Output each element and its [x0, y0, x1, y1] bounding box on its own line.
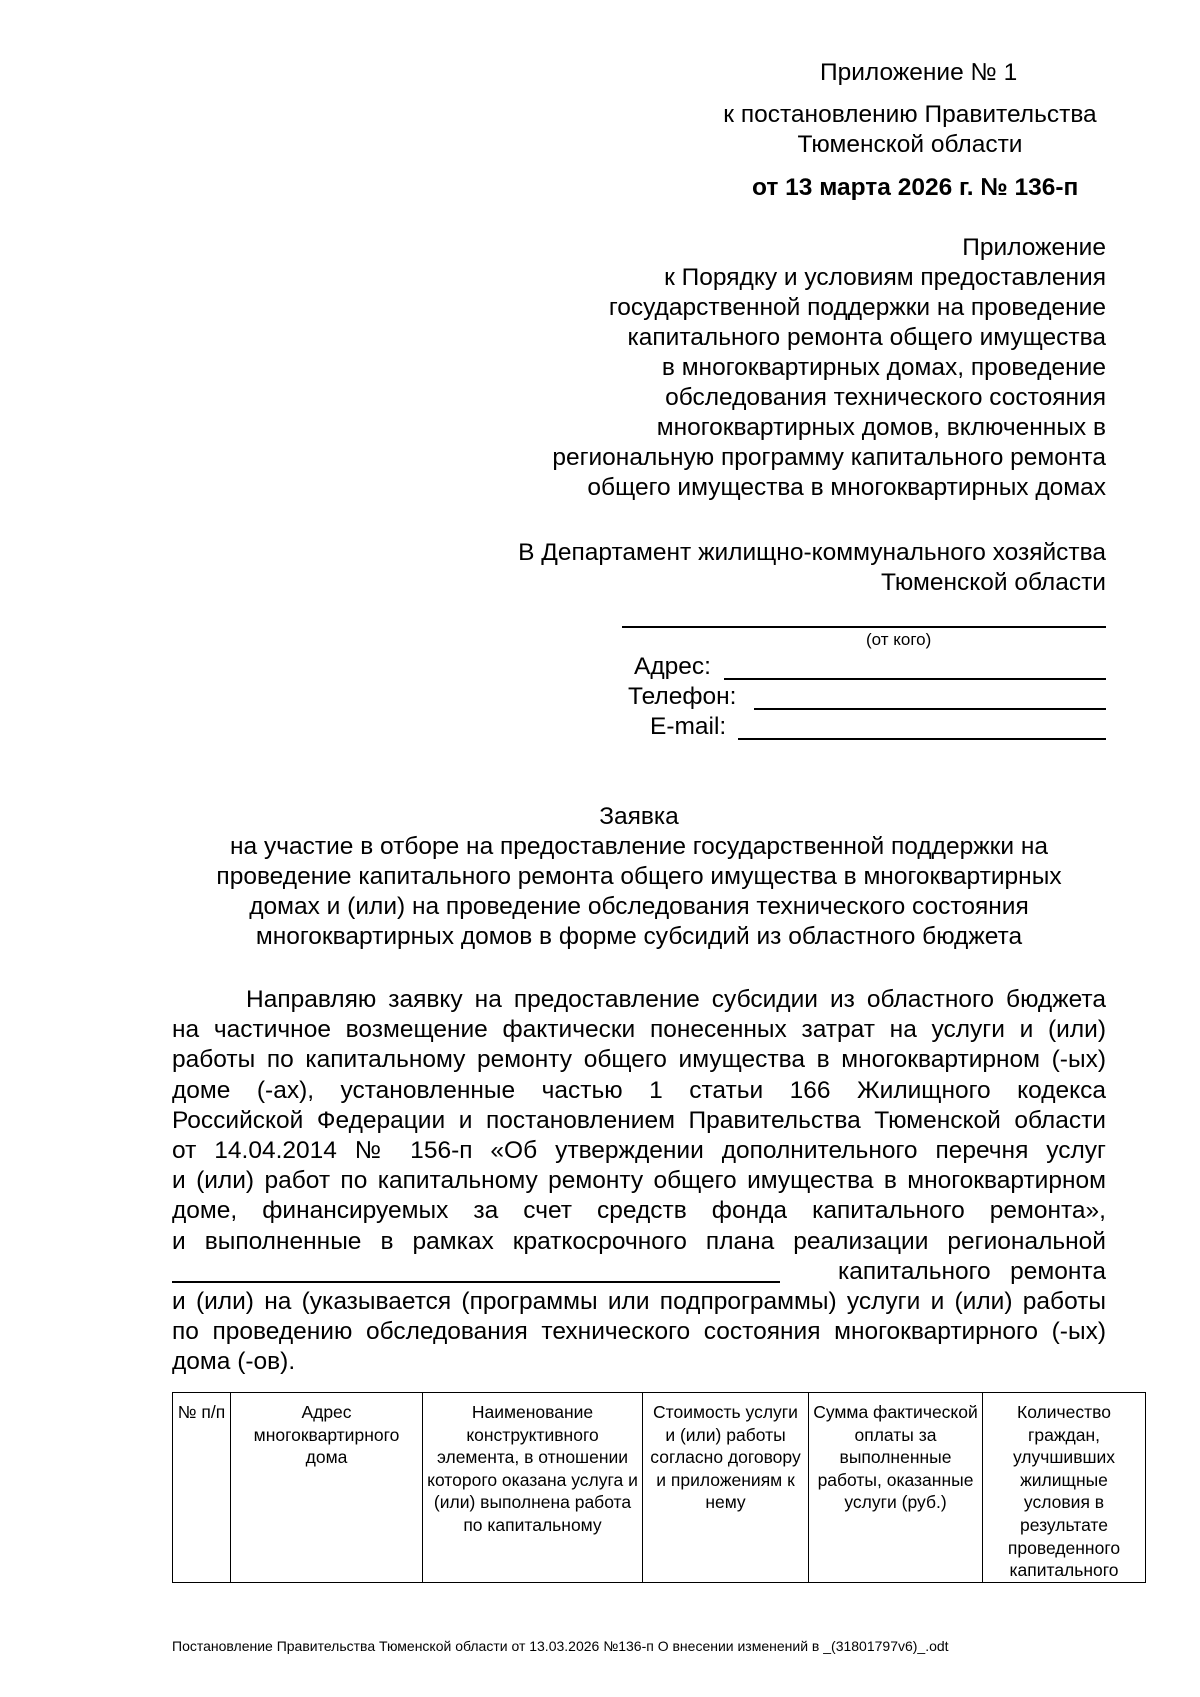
body-line: на частичное возмещение фактически понесенных затрат на услуги и (или) [172, 1016, 1106, 1044]
appendix-1-date-number: от 13 марта 2026 г. № 136-п [752, 174, 1079, 201]
addressee-block [518, 538, 1106, 598]
application-title: Заявка [599, 803, 679, 830]
body-line: Направляю заявку на предоставление субсидии из областного бюджета [246, 986, 1106, 1013]
application-subtitle-line: многоквартирных домов в форме субсидий из областного бюджета [255, 923, 1023, 950]
body-paragraph [172, 985, 1106, 1378]
program-blank-caption: капитального ремонта [838, 1257, 1106, 1285]
body-line: доме (-ах), установленные частью 1 статьи 166 Жилищного кодекса [172, 1076, 1106, 1104]
table-header-cell: Наименование конструктивного элемента, в отношении которого оказана услуга и (или) выполнена работа по капитальному [423, 1393, 643, 1583]
table-header-cell: № п/п [173, 1393, 231, 1583]
addressee-region: Тюменской области [881, 569, 1106, 596]
address-blank-line[interactable] [724, 678, 1106, 680]
appendix-1-to-resolution: к постановлению Правительства [723, 101, 1097, 128]
appendix-line: в многоквартирных домах, проведение [661, 354, 1106, 381]
body-line: и выполненные в рамках краткосрочного плана реализации региональной [172, 1227, 1106, 1255]
application-subtitle-line: на участие в отборе на предоставление государственной поддержки на [230, 833, 1048, 860]
body-line: работы по капитальному ремонту общего имущества в многоквартирном (-ых) [172, 1046, 1106, 1074]
email-blank-line[interactable] [738, 738, 1106, 740]
table-header-cell: Адрес многоквартирного дома [231, 1393, 423, 1583]
addressee-department: В Департамент жилищно-коммунального хозяйства [518, 539, 1106, 566]
program-blank-line[interactable] [172, 1281, 780, 1283]
application-subtitle-line: домах и (или) на проведение обследования технического состояния [249, 893, 1029, 920]
address-label: Адрес: [634, 653, 711, 680]
application-heading [172, 802, 1106, 952]
phone-blank-line[interactable] [754, 708, 1106, 710]
appendix-line: региональную программу капитального ремонта [552, 444, 1106, 471]
body-line: от 14.04.2014 № 156-п «Об утверждении дополнительного перечня услуг [172, 1137, 1106, 1165]
appendix-1-resolution [700, 100, 1120, 160]
program-blank-row [172, 1257, 1106, 1287]
document-footer: Постановление Правительства Тюменской области от 13.03.2026 №136-п О внесении изменений в _(31801797v6)_.odt [172, 1638, 949, 1654]
body-line: по проведению обследования технического состояния многоквартирного (-ых) [172, 1318, 1106, 1346]
appendix-title: Приложение [962, 234, 1106, 261]
body-line: доме, финансируемых за счет средств фонда капитального ремонта», [172, 1197, 1106, 1225]
appendix-line: государственной поддержки на проведение [608, 294, 1106, 321]
body-line: и (или) на (указывается (программы или подпрограммы) услуги и (или) работы [172, 1288, 1106, 1316]
application-subtitle-line: проведение капитального ремонта общего имущества в многоквартирных [216, 863, 1062, 890]
from-blank-line[interactable] [622, 626, 1106, 628]
body-line: Российской Федерации и постановлением Правительства Тюменской области [172, 1106, 1106, 1134]
phone-label: Телефон: [628, 683, 737, 710]
table-header-cell: Сумма фактической оплаты за выполненные работы, оказанные услуги (руб.) [809, 1393, 983, 1583]
application-table [172, 1392, 1146, 1583]
appendix-line: капитального ремонта общего имущества [627, 324, 1106, 351]
appendix-1-title: Приложение № 1 [820, 59, 1018, 86]
appendix-line: общего имущества в многоквартирных домах [587, 474, 1106, 501]
body-line: и (или) работ по капитальному ремонту общего имущества в многоквартирном [172, 1167, 1106, 1195]
table-header-cell: Стоимость услуги и (или) работы согласно договору и приложениям к нему [643, 1393, 809, 1583]
body-last-line: дома (-ов). [172, 1348, 296, 1376]
table-header-cell: Количество граждан, улучшивших жилищные условия в результате проведенного капитального [983, 1393, 1146, 1583]
appendix-line: к Порядку и условиям предоставления [664, 264, 1106, 291]
appendix-1-region: Тюменской области [797, 131, 1023, 158]
appendix-line: многоквартирных домов, включенных в [656, 414, 1106, 441]
table-header-row [173, 1393, 1146, 1583]
appendix-block [552, 233, 1106, 503]
email-label: E-mail: [650, 713, 727, 740]
from-caption: (от кого) [866, 630, 932, 649]
appendix-line: обследования технического состояния [665, 384, 1106, 411]
